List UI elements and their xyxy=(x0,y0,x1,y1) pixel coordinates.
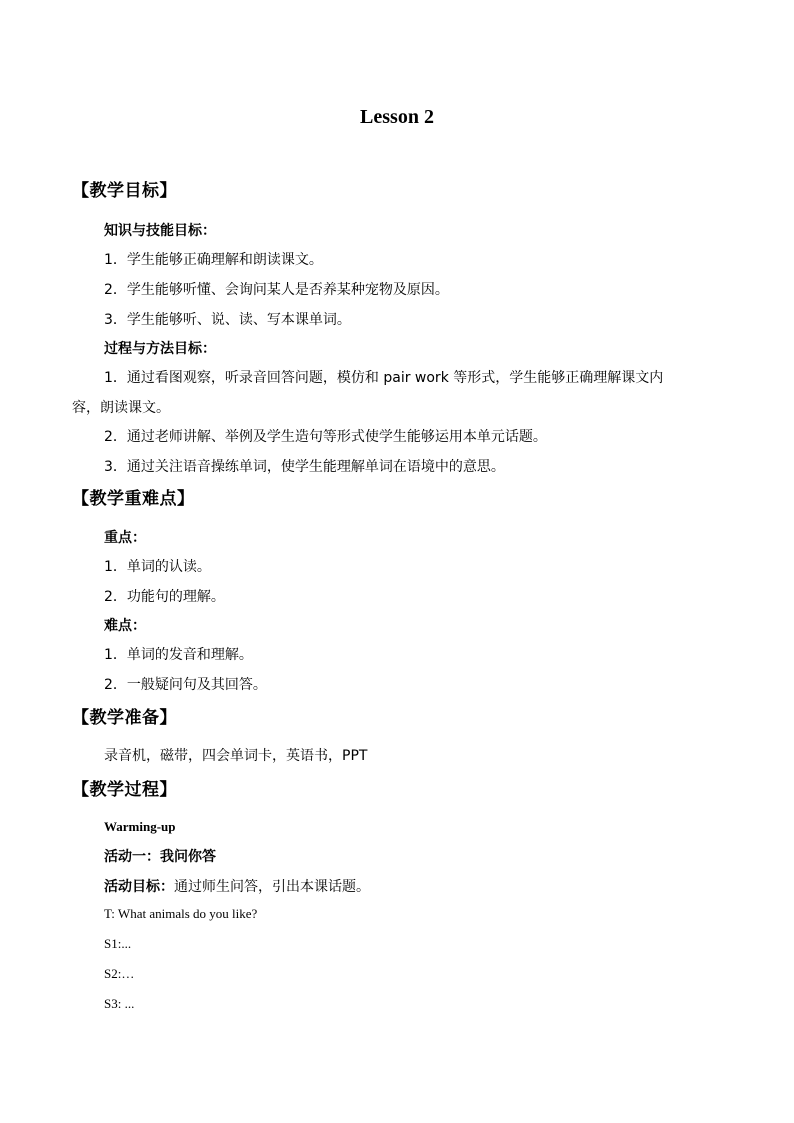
warmup-label: Warming-up xyxy=(104,819,176,834)
process-goal-item: 2．通过老师讲解、举例及学生造句等形式使学生能够运用本单元话题。 xyxy=(104,429,547,445)
section-heading-process: 【教学过程】 xyxy=(72,780,177,800)
difficulty-item: 1．单词的发音和理解。 xyxy=(104,647,253,663)
knowledge-goal-item: 2．学生能够听懂、会询问某人是否养某种宠物及原因。 xyxy=(104,282,449,298)
process-goal-item: 3．通过关注语音操练单词，使学生能理解单词在语境中的意思。 xyxy=(104,459,505,475)
knowledge-goal-item: 1．学生能够正确理解和朗读课文。 xyxy=(104,252,323,268)
knowledge-goal-item: 3．学生能够听、说、读、写本课单词。 xyxy=(104,312,351,328)
difficulty-item: 2．一般疑问句及其回答。 xyxy=(104,677,267,693)
page-title: Lesson 2 xyxy=(360,106,434,128)
focus-item: 2．功能句的理解。 xyxy=(104,589,225,605)
process-goal-item-continued: 容，朗读课文。 xyxy=(72,400,170,416)
focus-item: 1．单词的认读。 xyxy=(104,559,211,575)
dialog-line: S1:... xyxy=(104,936,132,951)
process-goal-item: 1．通过看图观察，听录音回答问题，模仿和 pair work 等形式，学生能够正确理解课文内 xyxy=(104,370,664,386)
section-heading-prep: 【教学准备】 xyxy=(72,708,177,728)
activity-goal-label: 活动目标： xyxy=(104,879,174,895)
dialog-line: S2:… xyxy=(104,966,135,981)
activity-goal xyxy=(104,876,370,896)
section-heading-keypoints: 【教学重难点】 xyxy=(72,489,195,509)
knowledge-goals-label: 知识与技能目标： xyxy=(104,223,216,239)
difficulty-label: 难点： xyxy=(104,618,146,634)
focus-label: 重点： xyxy=(104,530,146,546)
dialog-line: T: What animals do you like? xyxy=(104,906,258,921)
activity-goal-text: 通过师生问答，引出本课话题。 xyxy=(174,879,370,895)
process-goals-label: 过程与方法目标： xyxy=(104,341,216,357)
dialog-line: S3: ... xyxy=(104,996,135,1011)
prep-materials: 录音机，磁带，四会单词卡，英语书，PPT xyxy=(104,748,368,764)
section-heading-goals: 【教学目标】 xyxy=(72,181,177,201)
activity-title: 活动一：我问你答 xyxy=(104,849,216,865)
